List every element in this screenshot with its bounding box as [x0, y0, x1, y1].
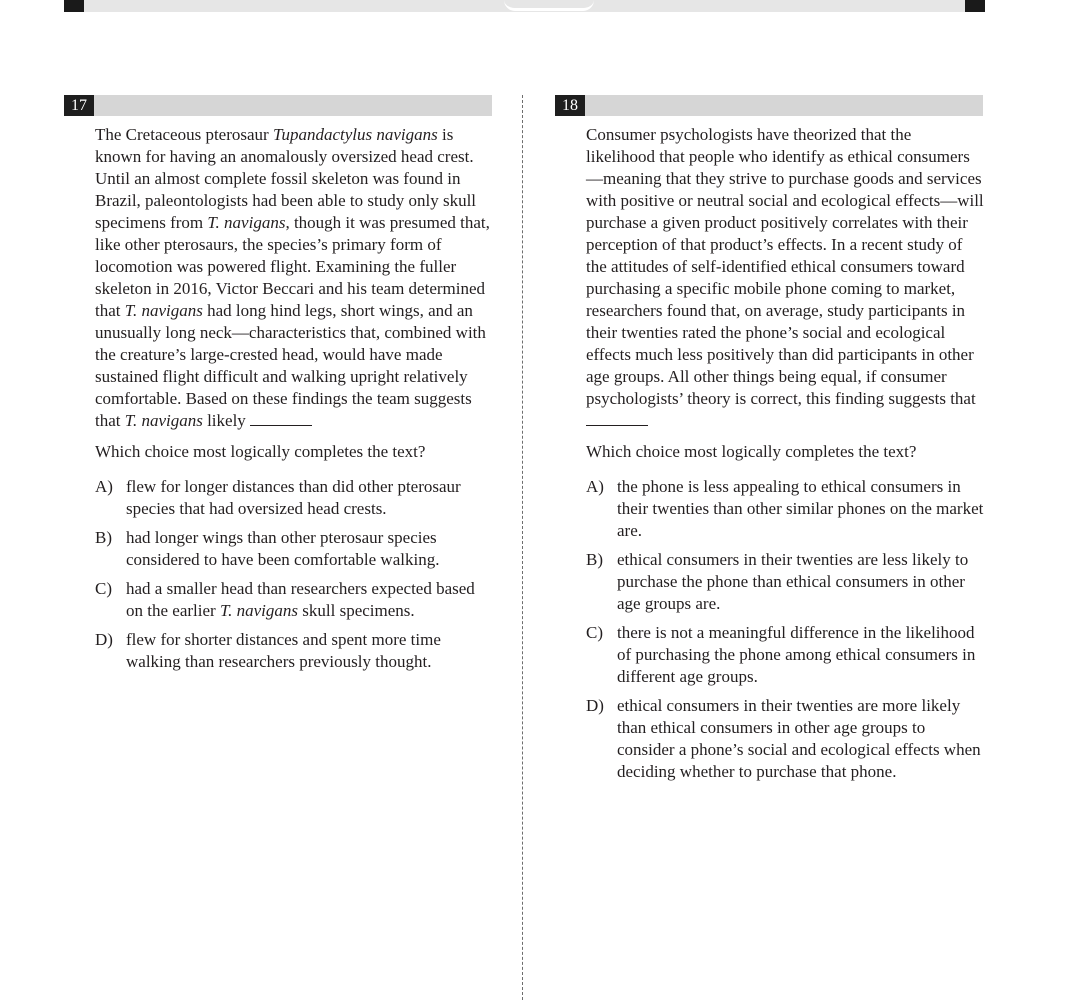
- option-text: [126, 528, 439, 569]
- question-header: [555, 95, 983, 116]
- option-text: [126, 630, 441, 671]
- italic-term: Tupandactylus navigans: [272, 125, 438, 144]
- option-letter: C): [95, 579, 112, 598]
- top-bar: [64, 0, 985, 12]
- text-run: ethical consumers in their twenties are more likely than ethical consumers in other age groups to consider a phone’s social and ecological effects when deciding whether to purchase that phone.: [617, 696, 981, 781]
- text-run: had a smaller head than researchers expected based on the earlier: [126, 579, 475, 620]
- answer-option[interactable]: [586, 695, 984, 783]
- text-run: likely: [202, 411, 251, 430]
- text-run: skull specimens.: [298, 601, 415, 620]
- question-18: [586, 124, 984, 790]
- text-run: there is not a meaningful difference in the likelihood of purchasing the phone among ethical consumers in different age groups.: [617, 623, 976, 686]
- italic-term: T. navigans: [219, 601, 299, 620]
- question-passage: [586, 124, 984, 432]
- question-prompt: Which choice most logically completes the text?: [95, 442, 426, 461]
- option-letter: B): [95, 528, 112, 547]
- top-bar-right-cap: [965, 0, 985, 12]
- text-run: Consumer psychologists have theorized that the likelihood that people who identify as ethical consumers—meaning that they strive to purchase goods and services with positive or neutral social and ecological effects—will purchase a given product positively correlates with their perception of that product’s effects. In a recent study of the attitudes of self-identified ethical consumers toward purchasing a specific mobile phone coming to market, researchers found that, on average, study participants in their twenties rated the phone’s social and ecological effects much less positively than did participants in other age groups. All other things being equal, if consumer psychologists’ theory is correct, this finding suggests that: [586, 125, 984, 408]
- text-run: had long hind legs, short wings, and an unusually long neck—characteristics that, combined with the creature’s large-crested head, would have made sustained flight difficult and walking upright relatively comfortable. Based on these findings the team suggests that: [95, 301, 486, 430]
- answer-option[interactable]: [586, 476, 984, 542]
- answer-option[interactable]: [95, 476, 495, 520]
- option-letter: A): [586, 477, 604, 496]
- option-text: [617, 696, 981, 781]
- question-passage: [95, 124, 495, 432]
- text-run: The Cretaceous pterosaur: [95, 125, 273, 144]
- answer-blank: [250, 424, 312, 426]
- italic-term: T. navigans: [207, 213, 286, 232]
- answer-options: [95, 476, 495, 673]
- column-divider: [522, 95, 523, 1000]
- text-run: flew for longer distances than did other pterosaur species that had oversized head crests.: [126, 477, 461, 518]
- answer-option[interactable]: [95, 578, 495, 622]
- text-run: , though it was presumed that, like other pterosaurs, the species’s primary form of locomotion was powered flight. Examining the fuller skeleton in 2016, Victor Beccari and his team determined that: [95, 213, 490, 320]
- option-letter: D): [95, 630, 113, 649]
- question-number: 17: [64, 95, 94, 116]
- question-number: 18: [555, 95, 585, 116]
- italic-term: T. navigans: [124, 411, 203, 430]
- text-run: the phone is less appealing to ethical consumers in their twenties than other similar phones on the market are.: [617, 477, 984, 540]
- italic-term: T. navigans: [124, 301, 203, 320]
- answer-options: [586, 476, 984, 783]
- question-17: [95, 124, 495, 680]
- text-run: ethical consumers in their twenties are less likely to purchase the phone than ethical consumers in other age groups are.: [617, 550, 969, 613]
- text-run: is known for having an anomalously oversized head crest. Until an almost complete fossil skeleton was found in Brazil, paleontologists had been able to study only skull specimens from: [95, 125, 477, 232]
- option-letter: C): [586, 623, 603, 642]
- question-prompt: Which choice most logically completes the text?: [586, 442, 917, 461]
- question-header: [64, 95, 492, 116]
- option-text: [617, 477, 983, 540]
- top-bar-notch: [504, 0, 594, 11]
- text-run: had longer wings than other pterosaur species considered to have been comfortable walking.: [126, 528, 440, 569]
- text-run: flew for shorter distances and spent more time walking than researchers previously thought.: [126, 630, 441, 671]
- answer-option[interactable]: [586, 549, 984, 615]
- answer-option[interactable]: [586, 622, 984, 688]
- answer-blank: [586, 424, 648, 426]
- option-text: [617, 623, 975, 686]
- answer-option[interactable]: [95, 527, 495, 571]
- option-text: [126, 477, 461, 518]
- option-letter: D): [586, 696, 604, 715]
- answer-option[interactable]: [95, 629, 495, 673]
- option-text: [617, 550, 968, 613]
- option-text: [126, 579, 475, 620]
- top-bar-left-cap: [64, 0, 84, 12]
- option-letter: A): [95, 477, 113, 496]
- option-letter: B): [586, 550, 603, 569]
